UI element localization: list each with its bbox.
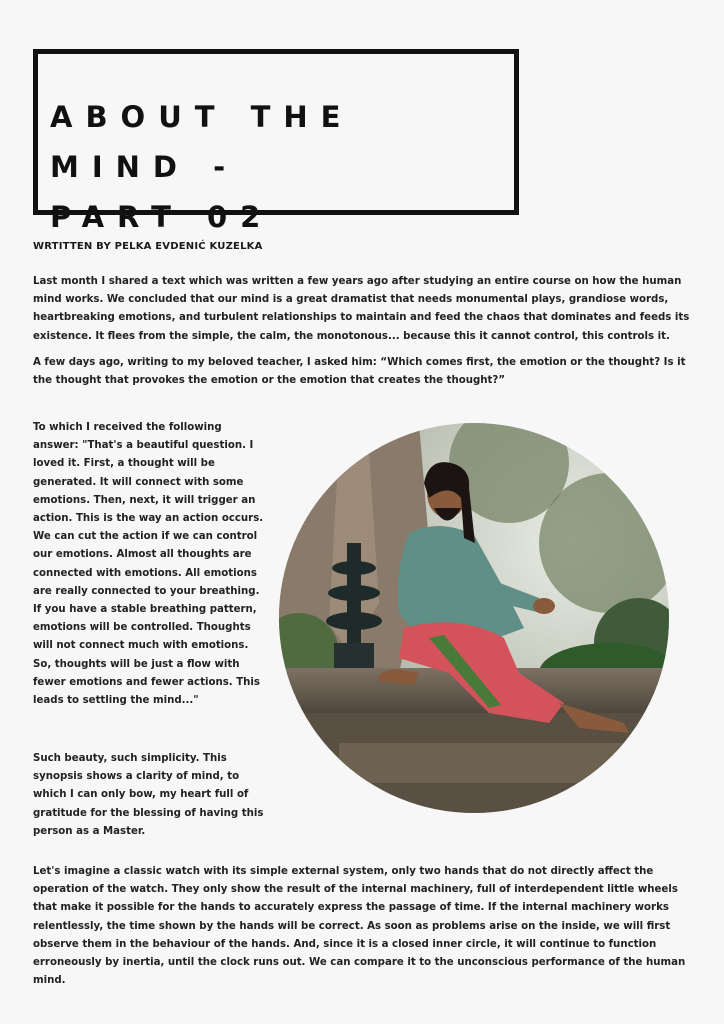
paragraph-answer: To which I received the following answer: "That's a beautiful question. I loved it. First, a thought will be generated. It will connect with some emotions. Then, next, it will trigger an action. This is the way an action occurs. We can cut the action if we can control our emotions. Almost all thoughts are connected with emotions. All emotions are really connected to your breathing. If you have a stable breathing pattern, emotions will be controlled. Thoughts will not connect much with emotions. So, thoughts will be just a flow with fewer emotions and fewer actions. This leads to settling the mind..." bbox=[33, 422, 264, 707]
paragraph-watch-analogy: Let's imagine a classic watch with its simple external system, only two hands that do not directly affect the operation of the watch. They only show the result of the internal machinery, full of interdependent little wheels that make it possible for the hands to accurately express the passage of time. If the internal machinery works relentlessly, the time shown by the hands will be correct. As soon as problems arise on the inside, we will first observe them in the behaviour of the hands. And, since it is a closed inner circle, it will continue to function erroneously by inertia, until the clock runs out. We can compare it to the unconscious performance of the human mind. bbox=[33, 866, 686, 987]
page-title bbox=[50, 92, 515, 242]
paragraph-intro: Last month I shared a text which was written a few years ago after studying an entire course on how the human mind works. We concluded that our mind is a great dramatist that needs monumental plays, grandiose words, heartbreaking emotions, and turbulent relationships to maintain and feed the chaos that dominates and feeds its existence. It flees from the simple, the calm, the monotonous... because this it cannot control, this controls it. bbox=[33, 276, 690, 342]
title-box bbox=[33, 49, 519, 234]
meditating-man-photo bbox=[279, 423, 669, 813]
title-line-2: PART 02 bbox=[50, 200, 274, 234]
photo-illustration bbox=[279, 423, 669, 813]
paragraph-question: A few days ago, writing to my beloved teacher, I asked him: “Which comes first, the emotion or the thought? Is it the thought that provokes the emotion or the emotion that creates the thought?” bbox=[33, 357, 686, 387]
paragraph-reflection: Such beauty, such simplicity. This synopsis shows a clarity of mind, to which I can only bow, my heart full of gratitude for the blessing of having this person as a Master. bbox=[33, 753, 264, 837]
title-line-1: ABOUT THE MIND - bbox=[50, 100, 354, 184]
byline: WRTITTEN BY PELKA EVDENIĆ KUZELKA bbox=[33, 241, 263, 252]
